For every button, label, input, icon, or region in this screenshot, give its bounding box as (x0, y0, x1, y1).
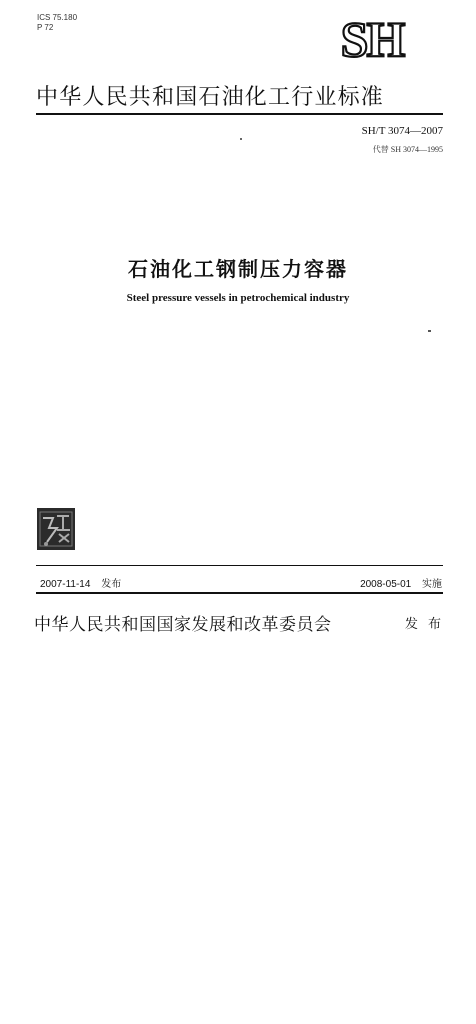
ccs-code: P 72 (37, 23, 54, 32)
standard-category: 中华人民共和国石油化工行业标准 (36, 85, 385, 110)
top-divider (36, 113, 443, 115)
implementation-date-line (360, 575, 442, 590)
classification-codes (37, 13, 77, 33)
issue-date: 2007-11-14 (40, 579, 91, 590)
issuer-action: 发 布 (404, 617, 444, 632)
issuer-name: 中华人民共和国国家发展和改革委员会 (34, 615, 332, 635)
implementation-date: 2008-05-01 (360, 579, 412, 590)
scan-dot (240, 138, 242, 140)
document-title-cn: 石油化工钢制压力容器 (128, 257, 348, 281)
implementation-label: 实施 (422, 579, 442, 590)
issue-date-line (40, 575, 121, 590)
stamp-icon (37, 508, 75, 550)
ics-code: ICS 75.180 (37, 13, 78, 22)
sh-logo (318, 14, 426, 62)
scan-speck (428, 330, 431, 332)
date-divider (36, 565, 443, 566)
sh-logo-text: SH (340, 14, 404, 62)
document-title-en: Steel pressure vessels in petrochemical industry (126, 292, 350, 304)
replaces-standard: 代替 SH 3074—1995 (372, 145, 443, 154)
issue-label: 发布 (101, 579, 122, 590)
standard-number: SH/T 3074—2007 (361, 125, 443, 137)
issuer-divider (36, 592, 443, 594)
